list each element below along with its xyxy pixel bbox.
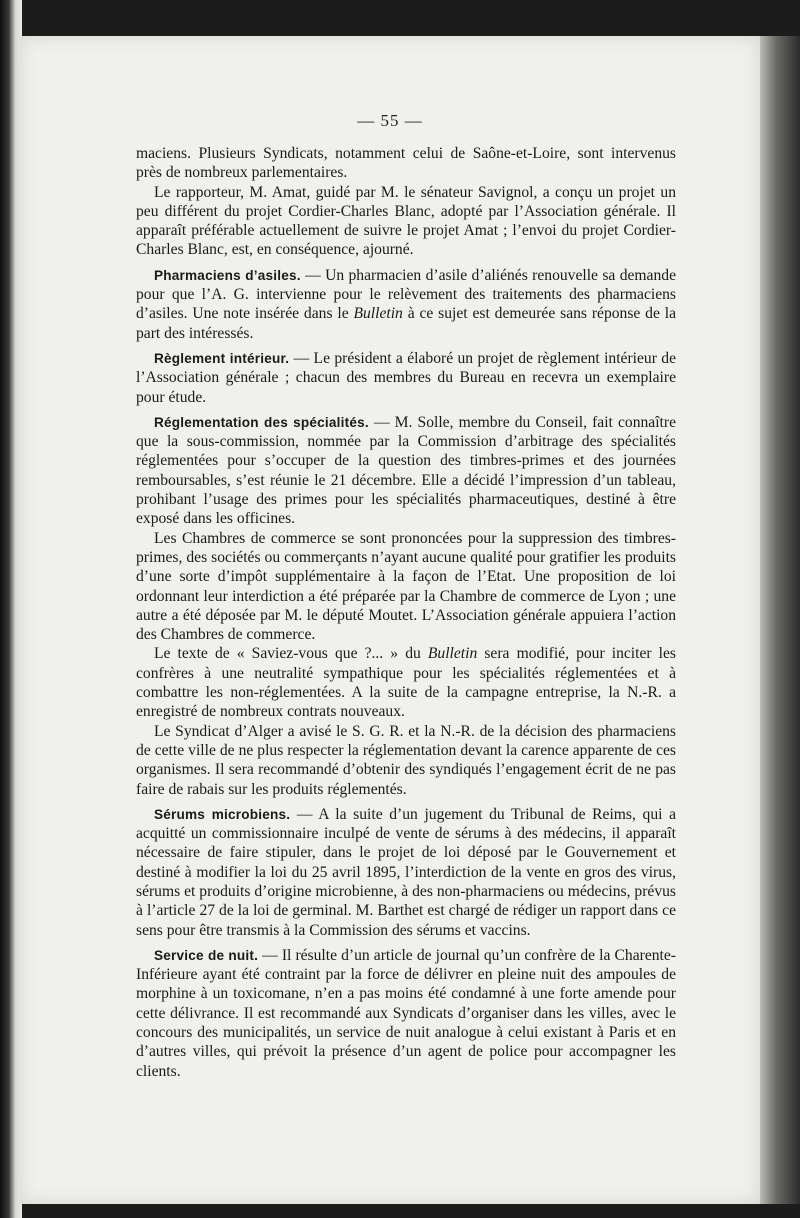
section-heading: Sérums microbiens.: [154, 806, 291, 822]
paragraph: Le Syndicat d’Alger a avisé le S. G. R. et la N.-R. de la décision des pharmaciens de cette ville de ne plus respecter la réglementation devant la carence apparente de ces organismes. Il sera recommandé d’obtenir des syndiqués l’engagement écrit de ne pas faire de rabais sur les produits réglementés.: [136, 722, 676, 798]
section-heading: Règlement intérieur.: [154, 350, 290, 366]
section-heading: Service de nuit.: [154, 947, 259, 963]
section-serums: Sérums microbiens. — A la suite d’un jugement du Tribunal de Reims, qui a acquitté un commissionnaire inculpé de vente de sérums à des médecins, il apparaît nécessaire de faire stipuler, dans le projet de loi déposé par le Gouvernement et destiné à modifier la loi du 25 avril 1895, l’interdiction de la vente en gros des virus, sérums et produits d’origine microbienne, à des non-pharmaciens ou médecins, prévus à l’article 27 de la loi de germinal. M. Barthet est chargé de rédiger un rapport dans ce sens pour être transmis à la Commission des sérums et vaccins.: [136, 805, 676, 939]
section-specialites: Réglementation des spécialités. — M. Solle, membre du Conseil, fait connaître que la sous-commission, nommée par la Commission d’arbitrage des spécialités réglementées pour s’occuper de la question des timbres-primes et des journées remboursables, s’est réunie le 21 décembre. Elle a décidé l’impression d’un tableau, prohibant l’usage des primes pour les spécialités pharmaceutiques, destiné à être exposé dans les officines.: [136, 413, 676, 528]
section-heading: Pharmaciens d’asiles.: [154, 267, 301, 283]
section-nuit: Service de nuit. — Il résulte d’un article de journal qu’un confrère de la Charente-Inférieure ayant été contraint par la force de délivrer en pleine nuit des ampoules de morphine à un toxicomane, n’en a pas moins été condamné à une forte amende pour cette délivrance. Il est recommandé aux Syndicats d’organiser dans les villes, avec le concours des municipalités, un service de nuit analogue à celui existant à Paris et en d’autres villes, qui prévoit la présence d’un agent de police pour accompagner les clients.: [136, 946, 676, 1080]
paragraph: Le rapporteur, M. Amat, guidé par M. le sénateur Savignol, a conçu un projet un peu différent du projet Cordier-Charles Blanc, adopté par l’Association générale. Il apparaît préférable actuellement de suivre le projet Amat ; l’envoi du projet Cordier-Charles Blanc, est, en conséquence, ajourné.: [136, 183, 676, 259]
section-asiles: Pharmaciens d’asiles. — Un pharmacien d’asile d’aliénés renouvelle sa demande pour que l’A. G. intervienne pour le relèvement des traitements des pharmaciens d’asiles. Une note insérée dans le Bulletin à ce sujet est demeurée sans réponse de la part des intéressés.: [136, 266, 677, 342]
section-heading: Réglementation des spécialités.: [154, 414, 369, 430]
page-number: — 55 —: [357, 111, 423, 130]
paragraph: maciens. Plusieurs Syndicats, notamment celui de Saône-et-Loire, sont intervenus près de nombreux parlementaires.: [136, 145, 676, 182]
section-reglement: Règlement intérieur. — Le président a élaboré un projet de règlement intérieur de l’Association générale ; chacun des membres du Bureau en recevra un exemplaire pour étude.: [136, 349, 677, 406]
scan-page-edge: [760, 36, 800, 1204]
body-text: [136, 144, 676, 1081]
scan-binding-shadow: [0, 0, 22, 1218]
paragraph: Le texte de « Saviez-vous que ?... » du Bulletin sera modifié, pour inciter les confrères à une neutralité sympathique pour les spécialités réglementées et à combattre les non-réglementées. A la suite de la campagne entreprise, la N.-R. a enregistré de nombreux contrats nouveaux.: [136, 645, 676, 721]
document-page: [20, 36, 760, 1204]
paragraph: Les Chambres de commerce se sont prononcées pour la suppression des timbres-primes, des sociétés ou commerçants n’ayant aucune qualité pour gratifier les produits d’une sorte d’impôt supplémentaire à la façon de l’Etat. Une proposition de loi ordonnant leur interdiction a été préparée par la Chambre de commerce de Lyon ; une autre a été déposée par M. le député Moutet. L’Association générale appuiera l’action des Chambres de commerce.: [136, 529, 676, 644]
